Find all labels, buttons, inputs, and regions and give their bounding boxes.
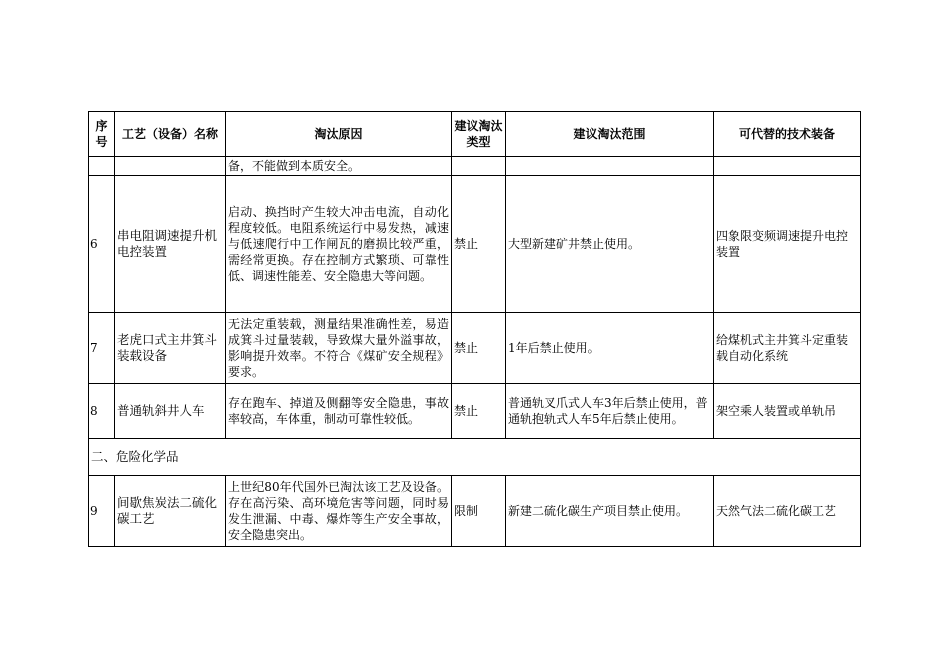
row-type: 禁止 (452, 176, 506, 313)
row-name: 间歇焦炭法二硫化碳工艺 (115, 476, 226, 547)
row-scope: 1年后禁止使用。 (506, 313, 714, 384)
row-reason: 无法定重装载，测量结果准确性差，易造成箕斗过量装载，导致煤大量外溢事故，影响提升效率。不符合《煤矿安全规程》要求。 (226, 313, 452, 384)
table-row (89, 476, 861, 547)
row-alt: 四象限变频调速提升电控装置 (714, 176, 861, 313)
row-scope: 大型新建矿井禁止使用。 (506, 176, 714, 313)
row-name: 串电阻调速提升机电控装置 (115, 176, 226, 313)
row-reason: 存在跑车、掉道及侧翻等安全隐患，事故率较高，车体重，制动可靠性较低。 (226, 384, 452, 439)
header-reason: 淘汰原因 (226, 112, 452, 157)
row-alt: 架空乘人装置或单轨吊 (714, 384, 861, 439)
header-name: 工艺（设备）名称 (115, 112, 226, 157)
table-row (89, 384, 861, 439)
row-reason: 启动、换挡时产生较大冲击电流，自动化程度较低。电阻系统运行中易发热，减速与低速爬行中工作闸瓦的磨损比较严重，需经常更换。存在控制方式繁琐、可靠性低、调速性能差、安全隐患大等问题。 (226, 176, 452, 313)
row-type: 限制 (452, 476, 506, 547)
table-row (89, 176, 861, 313)
row-type: 禁止 (452, 313, 506, 384)
elimination-table (88, 111, 861, 547)
row-seq: 9 (89, 476, 115, 547)
continuation-row (89, 157, 861, 176)
row-scope: 普通轨叉爪式人车3年后禁止使用，普通轨抱轨式人车5年后禁止使用。 (506, 384, 714, 439)
section-heading: 二、危险化学品 (89, 439, 861, 476)
row-type: 禁止 (452, 384, 506, 439)
header-seq: 序号 (89, 112, 115, 157)
table-row (89, 313, 861, 384)
continuation-reason: 备，不能做到本质安全。 (226, 157, 452, 176)
row-name: 老虎口式主井箕斗装载设备 (115, 313, 226, 384)
row-seq: 8 (89, 384, 115, 439)
header-alt: 可代替的技术装备 (714, 112, 861, 157)
table-header-row (89, 112, 861, 157)
row-reason: 上世纪80年代国外已淘汰该工艺及设备。存在高污染、高环境危害等问题，同时易发生泄漏、中毒、爆炸等生产安全事故，安全隐患突出。 (226, 476, 452, 547)
header-type: 建议淘汰类型 (452, 112, 506, 157)
row-alt: 天然气法二硫化碳工艺 (714, 476, 861, 547)
row-seq: 6 (89, 176, 115, 313)
row-name: 普通轨斜井人车 (115, 384, 226, 439)
row-alt: 给煤机式主井箕斗定重装载自动化系统 (714, 313, 861, 384)
row-scope: 新建二硫化碳生产项目禁止使用。 (506, 476, 714, 547)
header-scope: 建议淘汰范围 (506, 112, 714, 157)
row-seq: 7 (89, 313, 115, 384)
section-row (89, 439, 861, 476)
